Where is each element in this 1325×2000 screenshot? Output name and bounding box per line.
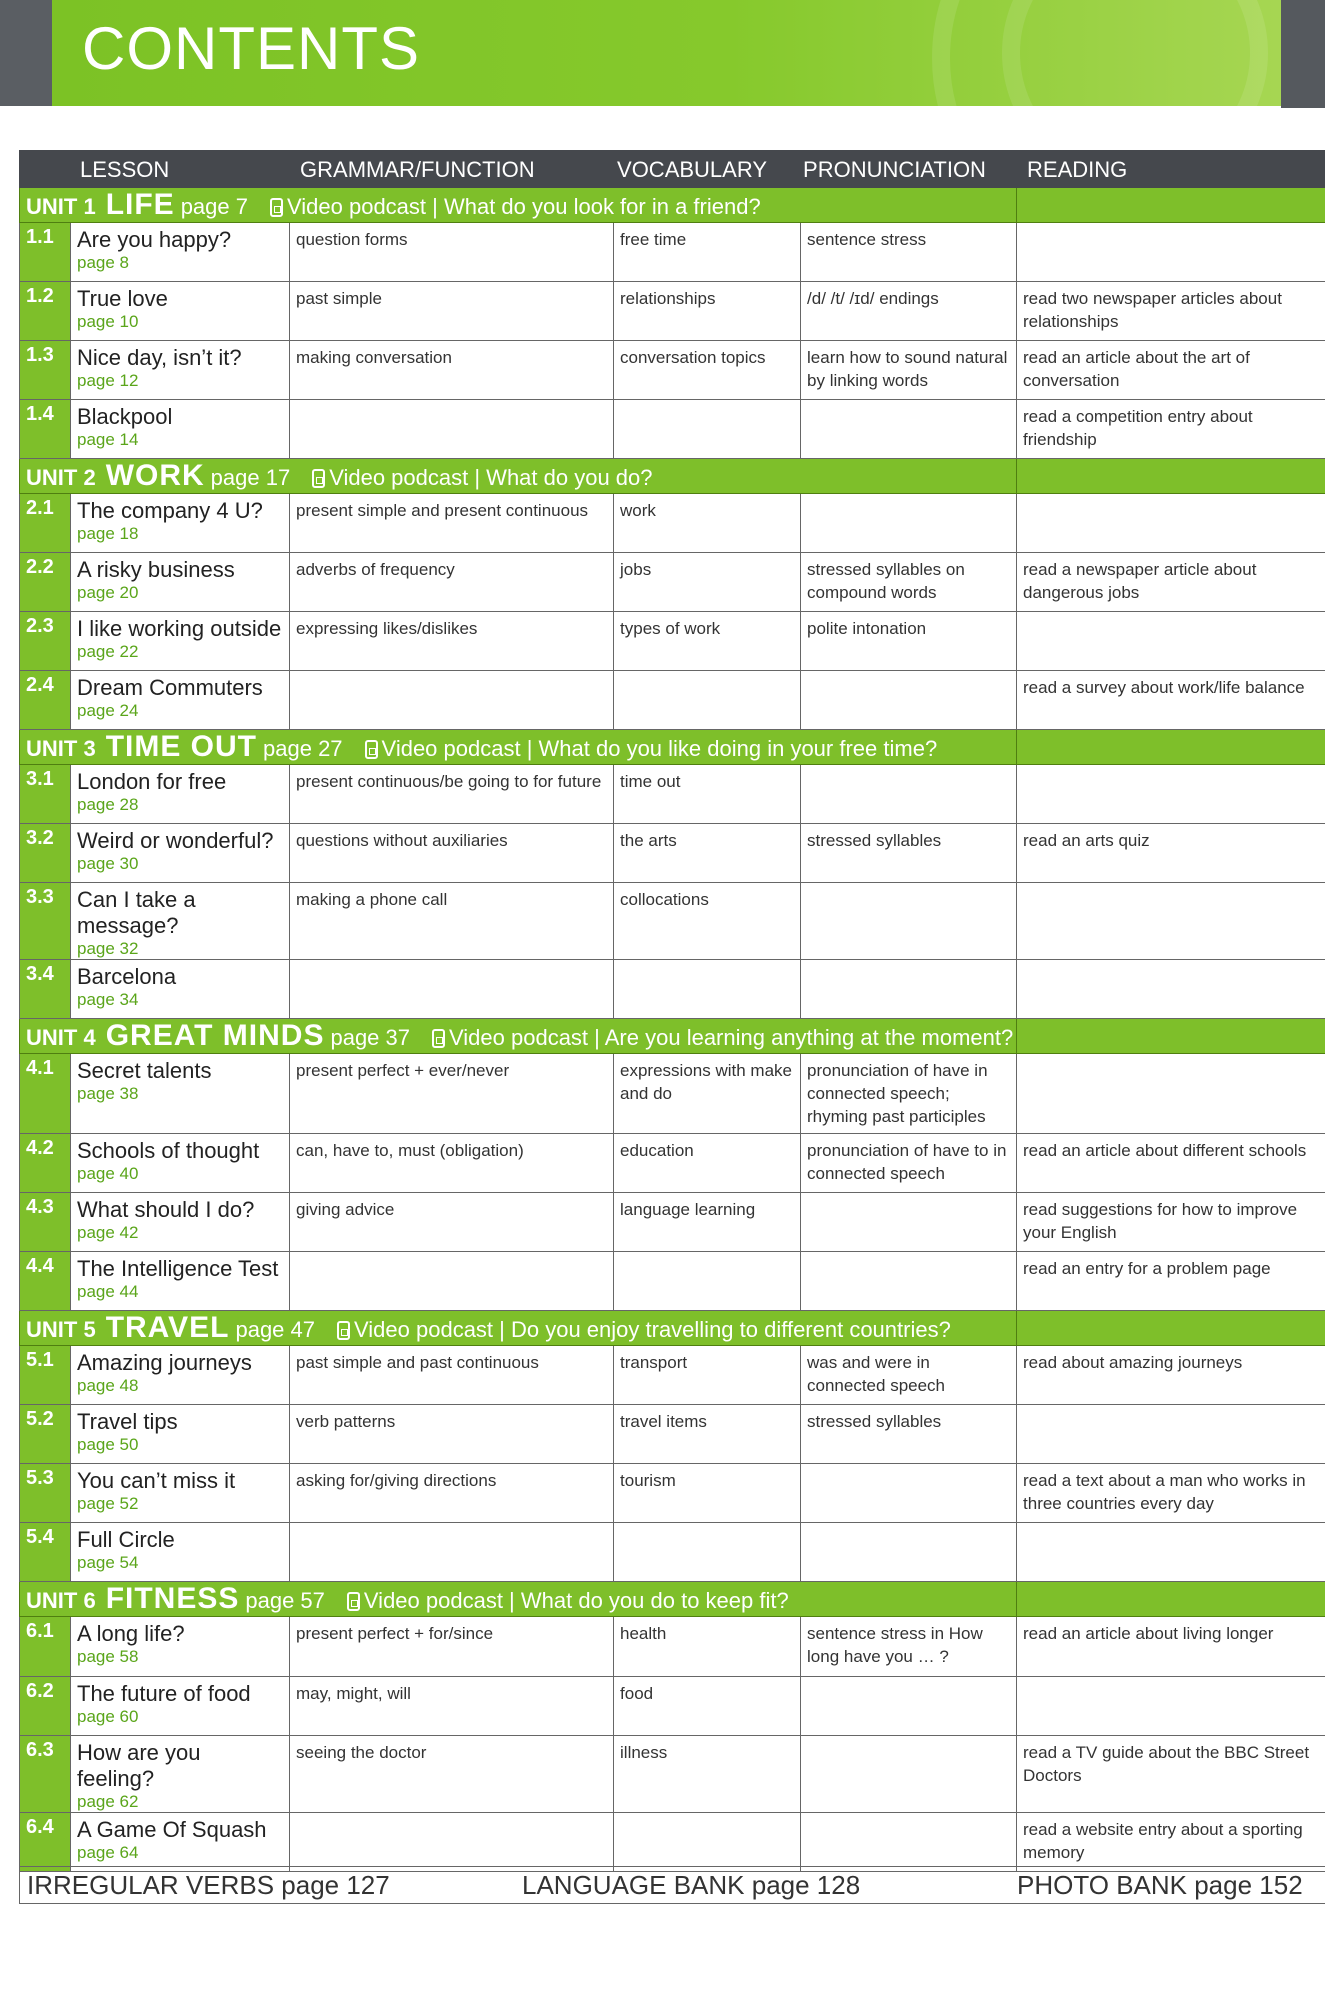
lesson-title[interactable]: A risky business: [77, 557, 235, 582]
reading-cell: [1017, 1054, 1325, 1134]
lesson-number: 4.1: [20, 1054, 71, 1134]
lesson-number: 1.3: [20, 341, 71, 400]
reading-cell: [1017, 223, 1325, 282]
lesson-cell[interactable]: [71, 400, 290, 459]
lesson-cell[interactable]: [71, 1617, 290, 1677]
lesson-title[interactable]: The company 4 U?: [77, 498, 263, 523]
lesson-cell[interactable]: [71, 1523, 290, 1582]
lesson-cell[interactable]: [71, 671, 290, 730]
pronunciation-cell: was and were in connected speech: [801, 1346, 1017, 1405]
grammar-cell: past simple: [290, 282, 614, 341]
lesson-cell[interactable]: [71, 1134, 290, 1193]
lesson-number: 2.3: [20, 612, 71, 671]
video-podcast-icon: [337, 1321, 350, 1340]
video-podcast-link[interactable]: [270, 194, 761, 219]
vocabulary-cell: travel items: [614, 1405, 801, 1464]
grammar-cell: asking for/giving directions: [290, 1464, 614, 1523]
reading-cell: read an entry for a problem page: [1017, 1252, 1325, 1311]
lesson-page[interactable]: page 8: [77, 253, 129, 272]
grammar-cell: can, have to, must (obligation): [290, 1134, 614, 1193]
unit-header-row: [20, 1311, 1325, 1346]
grammar-cell: giving advice: [290, 1193, 614, 1252]
unit-label: [20, 188, 761, 221]
grammar-cell: present continuous/be going to for future: [290, 765, 614, 824]
lesson-cell[interactable]: [71, 223, 290, 282]
lesson-cell[interactable]: [71, 553, 290, 612]
vocabulary-cell: transport: [614, 1346, 801, 1405]
lesson-number: 5.1: [20, 1346, 71, 1405]
video-podcast-text: Video podcast | What do you do to keep fit?: [363, 1588, 789, 1613]
grammar-cell: making conversation: [290, 341, 614, 400]
lesson-cell[interactable]: [71, 1405, 290, 1464]
lesson-title[interactable]: Blackpool: [77, 404, 173, 429]
grammar-cell: [290, 671, 614, 730]
contents-table: [19, 150, 1325, 1872]
grammar-cell: adverbs of frequency: [290, 553, 614, 612]
contents-banner: [52, 0, 1281, 106]
grammar-cell: present perfect + for/since: [290, 1617, 614, 1677]
unit-number: UNIT 2: [26, 465, 96, 490]
lesson-number: 6.4: [20, 1813, 71, 1872]
lesson-cell[interactable]: [71, 1813, 290, 1872]
lesson-title[interactable]: The future of food: [77, 1681, 251, 1706]
lesson-page[interactable]: page 30: [77, 854, 139, 873]
video-podcast-text: Video podcast | What do you do?: [329, 465, 653, 490]
unit-label: [20, 459, 653, 492]
lesson-page[interactable]: page 12: [77, 371, 139, 390]
unit-header-row: [20, 188, 1325, 223]
vocabulary-cell: expressions with make and do: [614, 1054, 801, 1134]
header-reading: READING: [1017, 151, 1325, 188]
lesson-cell[interactable]: [71, 1346, 290, 1405]
pronunciation-cell: polite intonation: [801, 612, 1017, 671]
header-pronunciation: PRONUNCIATION: [801, 151, 1017, 188]
lesson-cell[interactable]: [71, 1054, 290, 1134]
lesson-title[interactable]: Secret talents: [77, 1058, 212, 1083]
table-row: [20, 960, 1325, 1019]
video-podcast-text: Video podcast | Do you enjoy travelling to different countries?: [354, 1317, 951, 1342]
table-row: [20, 282, 1325, 341]
lesson-title[interactable]: Amazing journeys: [77, 1350, 252, 1375]
vocabulary-cell: education: [614, 1134, 801, 1193]
unit-label: [20, 1311, 951, 1344]
video-podcast-icon: [347, 1592, 360, 1611]
reading-cell: read a text about a man who works in three countries every day: [1017, 1464, 1325, 1523]
lesson-page[interactable]: page 32: [77, 939, 139, 958]
lesson-number: 4.2: [20, 1134, 71, 1193]
vocabulary-cell: language learning: [614, 1193, 801, 1252]
lesson-cell[interactable]: [71, 282, 290, 341]
lesson-page[interactable]: page 38: [77, 1084, 139, 1103]
grammar-cell: present simple and present continuous: [290, 494, 614, 553]
pronunciation-cell: [801, 400, 1017, 459]
unit-number: UNIT 6: [26, 1588, 96, 1613]
lesson-cell[interactable]: [71, 494, 290, 553]
lesson-number: 6.2: [20, 1677, 71, 1736]
unit-header: [20, 1019, 1017, 1054]
banner-edge-right: [1281, 0, 1325, 108]
lesson-number: 5.4: [20, 1523, 71, 1582]
lesson-number: 3.3: [20, 883, 71, 960]
grammar-cell: [290, 960, 614, 1019]
lesson-page[interactable]: page 34: [77, 990, 139, 1009]
lesson-number: 6.1: [20, 1617, 71, 1677]
table-row: [20, 612, 1325, 671]
unit-header: [20, 1311, 1017, 1346]
vocabulary-cell: [614, 400, 801, 459]
lesson-cell[interactable]: [71, 612, 290, 671]
reading-cell: read a survey about work/life balance: [1017, 671, 1325, 730]
lesson-page[interactable]: page 48: [77, 1376, 139, 1395]
unit-header-blank: [1017, 1311, 1325, 1346]
table-row: [20, 1054, 1325, 1134]
table-row: [20, 1346, 1325, 1405]
unit-header: [20, 1582, 1017, 1617]
table-row: [20, 883, 1325, 960]
grammar-cell: making a phone call: [290, 883, 614, 960]
lesson-cell[interactable]: [71, 960, 290, 1019]
table-row: [20, 824, 1325, 883]
reading-cell: [1017, 960, 1325, 1019]
pronunciation-cell: /d/ /t/ /ɪd/ endings: [801, 282, 1017, 341]
reading-cell: read a TV guide about the BBC Street Doctors: [1017, 1736, 1325, 1813]
unit-header-blank: [1017, 1582, 1325, 1617]
lesson-title[interactable]: Dream Commuters: [77, 675, 263, 700]
pronunciation-cell: sentence stress: [801, 223, 1017, 282]
pronunciation-cell: pronunciation of have to in connected speech: [801, 1134, 1017, 1193]
video-podcast-link[interactable]: [365, 736, 938, 761]
lesson-number: 2.2: [20, 553, 71, 612]
table-row: [20, 494, 1325, 553]
unit-header-blank: [1017, 459, 1325, 494]
lesson-number: 4.4: [20, 1252, 71, 1311]
lesson-number: 3.1: [20, 765, 71, 824]
table-row: [20, 1252, 1325, 1311]
lesson-number: 3.2: [20, 824, 71, 883]
pronunciation-cell: [801, 1677, 1017, 1736]
lesson-cell[interactable]: [71, 341, 290, 400]
reading-cell: [1017, 1405, 1325, 1464]
pronunciation-cell: [801, 1464, 1017, 1523]
unit-header: [20, 730, 1017, 765]
unit-name: TRAVEL: [105, 1311, 230, 1344]
vocabulary-cell: food: [614, 1677, 801, 1736]
vocabulary-cell: jobs: [614, 553, 801, 612]
lesson-title[interactable]: A Game Of Squash: [77, 1817, 267, 1842]
table-row: [20, 1736, 1325, 1813]
pronunciation-cell: [801, 1523, 1017, 1582]
lesson-page[interactable]: page 62: [77, 1792, 139, 1811]
table-row: [20, 1134, 1325, 1193]
vocabulary-cell: [614, 960, 801, 1019]
video-podcast-link[interactable]: [347, 1588, 789, 1613]
reading-cell: read an article about the art of conversation: [1017, 341, 1325, 400]
lesson-cell[interactable]: [71, 1736, 290, 1813]
unit-header-blank: [1017, 188, 1325, 223]
pronunciation-cell: [801, 1252, 1017, 1311]
lesson-page[interactable]: page 24: [77, 701, 139, 720]
grammar-cell: present perfect + ever/never: [290, 1054, 614, 1134]
vocabulary-cell: illness: [614, 1736, 801, 1813]
lesson-cell[interactable]: [71, 765, 290, 824]
lesson-title[interactable]: What should I do?: [77, 1197, 255, 1222]
reading-cell: read a website entry about a sporting memory: [1017, 1813, 1325, 1872]
unit-label: [20, 730, 938, 763]
grammar-cell: verb patterns: [290, 1405, 614, 1464]
reading-cell: read suggestions for how to improve your English: [1017, 1193, 1325, 1252]
vocabulary-cell: [614, 1252, 801, 1311]
pronunciation-cell: [801, 960, 1017, 1019]
vocabulary-cell: relationships: [614, 282, 801, 341]
unit-header-row: [20, 1019, 1325, 1054]
lesson-cell[interactable]: [71, 824, 290, 883]
unit-page: page 37: [330, 1025, 410, 1050]
table-row: [20, 1523, 1325, 1582]
lesson-title[interactable]: London for free: [77, 769, 227, 794]
lesson-page[interactable]: page 22: [77, 642, 139, 661]
video-podcast-link[interactable]: [337, 1317, 951, 1342]
unit-page: page 47: [235, 1317, 315, 1342]
header-lesson: LESSON: [20, 151, 290, 188]
vocabulary-cell: [614, 1813, 801, 1872]
table-row: [20, 1617, 1325, 1677]
lesson-page[interactable]: page 18: [77, 524, 139, 543]
pronunciation-cell: [801, 765, 1017, 824]
table-row: [20, 1193, 1325, 1252]
reading-cell: read an arts quiz: [1017, 824, 1325, 883]
video-podcast-icon: [432, 1029, 445, 1048]
reading-cell: read an article about living longer: [1017, 1617, 1325, 1677]
unit-header: [20, 188, 1017, 223]
lesson-title[interactable]: You can’t miss it: [77, 1468, 236, 1493]
unit-number: UNIT 5: [26, 1317, 96, 1342]
lesson-title[interactable]: Schools of thought: [77, 1138, 260, 1163]
pronunciation-cell: [801, 494, 1017, 553]
unit-label: [20, 1582, 789, 1615]
pronunciation-cell: pronunciation of have in connected speech; rhyming past participles: [801, 1054, 1017, 1134]
lesson-cell[interactable]: [71, 883, 290, 960]
reading-cell: [1017, 1523, 1325, 1582]
video-podcast-icon: [312, 469, 325, 488]
lesson-number: 1.4: [20, 400, 71, 459]
video-podcast-link[interactable]: [432, 1025, 1013, 1050]
unit-header-row: [20, 459, 1325, 494]
lesson-number: 1.2: [20, 282, 71, 341]
header-grammar: GRAMMAR/FUNCTION: [290, 151, 614, 188]
unit-page: page 7: [180, 194, 248, 219]
unit-name: TIME OUT: [105, 730, 258, 763]
pronunciation-cell: stressed syllables: [801, 1405, 1017, 1464]
lesson-number: 5.2: [20, 1405, 71, 1464]
grammar-cell: [290, 400, 614, 459]
lesson-title[interactable]: Nice day, isn’t it?: [77, 345, 242, 370]
grammar-cell: questions without auxiliaries: [290, 824, 614, 883]
table-row: [20, 1464, 1325, 1523]
pronunciation-cell: [801, 671, 1017, 730]
grammar-cell: may, might, will: [290, 1677, 614, 1736]
pronunciation-cell: stressed syllables on compound words: [801, 553, 1017, 612]
lesson-page[interactable]: page 10: [77, 312, 139, 331]
lesson-title[interactable]: Are you happy?: [77, 227, 232, 252]
reading-cell: [1017, 1677, 1325, 1736]
grammar-cell: expressing likes/dislikes: [290, 612, 614, 671]
lesson-page[interactable]: page 50: [77, 1435, 139, 1454]
reading-cell: read an article about different schools: [1017, 1134, 1325, 1193]
lesson-number: 2.4: [20, 671, 71, 730]
lesson-title[interactable]: True love: [77, 286, 168, 311]
lesson-number: 4.3: [20, 1193, 71, 1252]
pronunciation-cell: [801, 1736, 1017, 1813]
grammar-cell: [290, 1252, 614, 1311]
vocabulary-cell: [614, 1523, 801, 1582]
pronunciation-cell: learn how to sound natural by linking words: [801, 341, 1017, 400]
video-podcast-text: Video podcast | What do you look for in a friend?: [286, 194, 761, 219]
video-podcast-text: Video podcast | Are you learning anything at the moment?: [449, 1025, 1014, 1050]
lesson-page[interactable]: page 54: [77, 1553, 139, 1572]
lesson-number: 3.4: [20, 960, 71, 1019]
pronunciation-cell: stressed syllables: [801, 824, 1017, 883]
footer-irregular-verbs[interactable]: IRREGULAR VERBS page 127: [27, 1870, 390, 1900]
lesson-number: 6.3: [20, 1736, 71, 1813]
grammar-cell: question forms: [290, 223, 614, 282]
lesson-number: 1.1: [20, 223, 71, 282]
lesson-title[interactable]: I like working outside: [77, 616, 282, 641]
video-podcast-icon: [365, 740, 378, 759]
page-title: CONTENTS: [82, 15, 420, 82]
pronunciation-cell: [801, 883, 1017, 960]
table-row: [20, 553, 1325, 612]
lesson-title[interactable]: Travel tips: [77, 1409, 178, 1434]
lesson-cell[interactable]: [71, 1677, 290, 1736]
reading-cell: read two newspaper articles about relationships: [1017, 282, 1325, 341]
lesson-title[interactable]: Barcelona: [77, 964, 177, 989]
pronunciation-cell: [801, 1193, 1017, 1252]
reading-cell: [1017, 612, 1325, 671]
vocabulary-cell: free time: [614, 223, 801, 282]
unit-name: WORK: [105, 459, 205, 492]
lesson-number: 2.1: [20, 494, 71, 553]
table-row: [20, 1677, 1325, 1736]
vocabulary-cell: tourism: [614, 1464, 801, 1523]
vocabulary-cell: work: [614, 494, 801, 553]
reading-cell: read about amazing journeys: [1017, 1346, 1325, 1405]
table-row: [20, 1405, 1325, 1464]
unit-name: LIFE: [105, 188, 175, 221]
unit-page: page 27: [263, 736, 343, 761]
unit-header-blank: [1017, 1019, 1325, 1054]
grammar-cell: [290, 1813, 614, 1872]
lesson-cell[interactable]: [71, 1193, 290, 1252]
table-row: [20, 400, 1325, 459]
table-row: [20, 341, 1325, 400]
lesson-title[interactable]: Weird or wonderful?: [77, 828, 274, 853]
lesson-page[interactable]: page 60: [77, 1707, 139, 1726]
unit-label: [20, 1019, 1014, 1052]
lesson-title[interactable]: The Intelligence Test: [77, 1256, 279, 1281]
unit-header-row: [20, 1582, 1325, 1617]
unit-name: GREAT MINDS: [105, 1019, 325, 1052]
pronunciation-cell: [801, 1813, 1017, 1872]
unit-header-blank: [1017, 730, 1325, 765]
video-podcast-link[interactable]: [312, 465, 652, 490]
lesson-cell[interactable]: [71, 1252, 290, 1311]
video-podcast-icon: [270, 198, 283, 217]
unit-number: UNIT 4: [26, 1025, 96, 1050]
lesson-title[interactable]: How are you feeling?: [77, 1740, 201, 1791]
grammar-cell: seeing the doctor: [290, 1736, 614, 1813]
unit-number: UNIT 3: [26, 736, 96, 761]
lesson-page[interactable]: page 64: [77, 1843, 139, 1862]
unit-number: UNIT 1: [26, 194, 96, 219]
reading-cell: read a competition entry about friendship: [1017, 400, 1325, 459]
lesson-title[interactable]: A long life?: [77, 1621, 185, 1646]
unit-page: page 17: [210, 465, 291, 490]
vocabulary-cell: conversation topics: [614, 341, 801, 400]
table-row: [20, 1813, 1325, 1872]
lesson-title[interactable]: Full Circle: [77, 1527, 175, 1552]
video-podcast-text: Video podcast | What do you like doing in your free time?: [381, 736, 938, 761]
unit-name: FITNESS: [105, 1582, 240, 1615]
table-row: [20, 223, 1325, 282]
lesson-page[interactable]: page 40: [77, 1164, 139, 1183]
header-vocabulary: VOCABULARY: [614, 151, 801, 188]
unit-page: page 57: [245, 1588, 325, 1613]
lesson-page[interactable]: page 20: [77, 583, 139, 602]
lesson-cell[interactable]: [71, 1464, 290, 1523]
table-row: [20, 765, 1325, 824]
lesson-page[interactable]: page 52: [77, 1494, 139, 1513]
vocabulary-cell: health: [614, 1617, 801, 1677]
reading-cell: [1017, 494, 1325, 553]
lesson-number: 5.3: [20, 1464, 71, 1523]
vocabulary-cell: types of work: [614, 612, 801, 671]
lesson-page[interactable]: page 28: [77, 795, 139, 814]
reading-cell: [1017, 765, 1325, 824]
reading-cell: [1017, 883, 1325, 960]
pronunciation-cell: sentence stress in How long have you … ?: [801, 1617, 1017, 1677]
lesson-title[interactable]: Can I take a message?: [77, 887, 196, 938]
unit-header: [20, 459, 1017, 494]
footer-language-bank[interactable]: LANGUAGE BANK page 128: [522, 1870, 861, 1900]
table-row: [20, 671, 1325, 730]
table-header-row: [20, 151, 1325, 188]
vocabulary-cell: [614, 671, 801, 730]
grammar-cell: [290, 1523, 614, 1582]
lesson-page[interactable]: page 14: [77, 430, 139, 449]
lesson-page[interactable]: page 42: [77, 1223, 139, 1242]
grammar-cell: past simple and past continuous: [290, 1346, 614, 1405]
footer-bar: [19, 1866, 1325, 1904]
vocabulary-cell: time out: [614, 765, 801, 824]
footer-photo-bank[interactable]: PHOTO BANK page 152: [1017, 1870, 1303, 1900]
lesson-page[interactable]: page 44: [77, 1282, 139, 1301]
vocabulary-cell: the arts: [614, 824, 801, 883]
vocabulary-cell: collocations: [614, 883, 801, 960]
reading-cell: read a newspaper article about dangerous jobs: [1017, 553, 1325, 612]
lesson-page[interactable]: page 58: [77, 1647, 139, 1666]
banner-edge-left: [0, 0, 52, 106]
unit-header-row: [20, 730, 1325, 765]
